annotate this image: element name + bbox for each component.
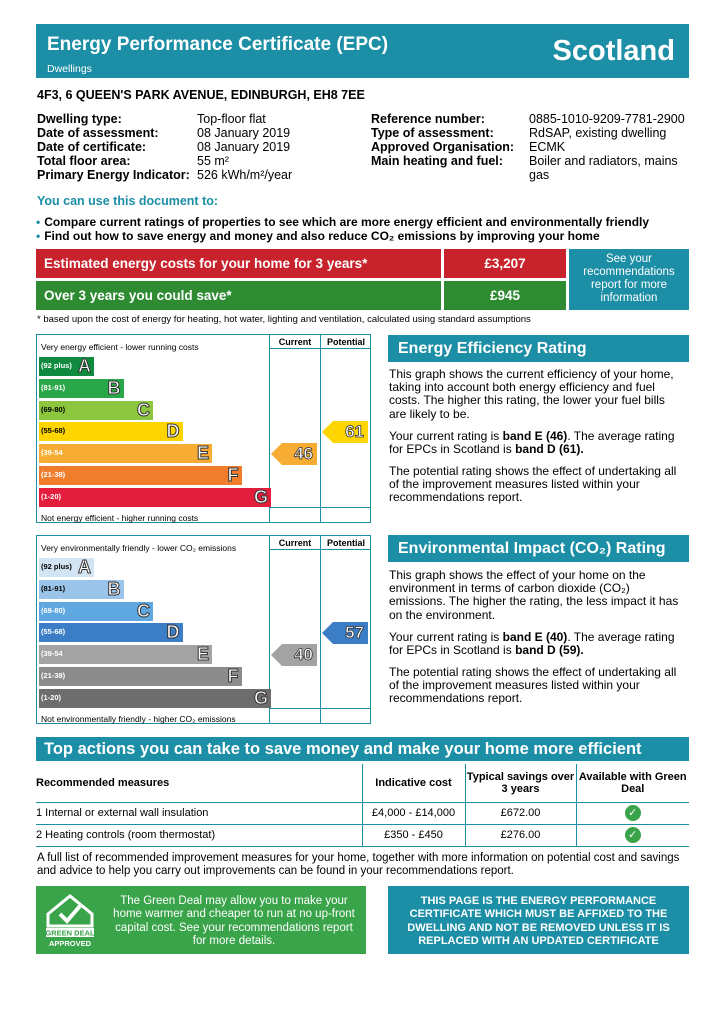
- band-range-label: (81-91): [41, 382, 66, 392]
- col-cost: Indicative cost: [362, 764, 465, 802]
- band-letter: C: [137, 600, 150, 621]
- band-range-label: (39-54: [41, 448, 63, 458]
- measure-cost: £4,000 - £14,000: [362, 802, 465, 824]
- rating-band-a: [39, 357, 94, 376]
- band-letter: E: [196, 443, 209, 464]
- measure-savings: £672.00: [465, 802, 576, 824]
- rating-band-d: [39, 623, 183, 642]
- detail-reference: Reference number: 0885-1010-9209-7781-2900: [371, 112, 685, 126]
- detail-heating: Main heating and fuel: Boiler and radiators, mains: [371, 154, 678, 168]
- region-label: Scotland: [552, 35, 675, 67]
- affix-notice: THIS PAGE IS THE ENERGY PERFORMANCE CERTIFICATE WHICH MUST BE AFFIXED TO THE DWELLING AND NOT BE REMOVED UNLESS IT IS REPLACED WITH AN UPDATED CERTIFICATE: [388, 886, 689, 954]
- potential-rating-arrow: 57: [333, 622, 368, 644]
- chart-bottom-text: Not energy efficient - higher running costs: [41, 513, 199, 523]
- detail-organisation: Approved Organisation: ECMK: [371, 140, 566, 154]
- potential-column-header: Potential: [326, 538, 365, 548]
- band-letter: G: [253, 486, 268, 507]
- use-bullet-2: • Find out how to save energy and money and also reduce CO₂ emissions by improving your home: [36, 229, 600, 243]
- band-range-label: (1-20): [41, 491, 62, 501]
- detail-primary-energy: Primary Energy Indicator: 526 kWh/m²/year: [37, 168, 293, 182]
- rating-band-f: [39, 466, 242, 485]
- measure-savings: £276.00: [465, 824, 576, 846]
- savings-label: Over 3 years you could save*: [36, 281, 441, 310]
- chart-bottom-text: Not environmentally friendly - higher CO₂ emissions: [41, 714, 236, 724]
- svg-text:GREEN DEAL: GREEN DEAL: [45, 928, 95, 938]
- band-letter: D: [166, 622, 180, 643]
- property-address: 4F3, 6 QUEEN'S PARK AVENUE, EDINBURGH, EH8 7EE: [37, 88, 365, 102]
- band-letter: D: [166, 421, 180, 442]
- band-letter: F: [227, 465, 239, 485]
- savings-value: £945: [444, 281, 566, 310]
- band-range-label: (92 plus): [41, 562, 72, 571]
- eer-paragraph-2: Your current rating is band E (46). The average rating for EPCs in Scotland is band D (61).: [389, 429, 675, 457]
- rating-band-d: [39, 422, 183, 441]
- table-row: [36, 824, 689, 846]
- detail-date-assessment: Date of assessment: 08 January 2019: [37, 126, 291, 140]
- use-title: You can use this document to:: [37, 194, 219, 208]
- estimated-cost-label: Estimated energy costs for your home for 3 years*: [36, 249, 441, 278]
- band-letter: B: [107, 578, 121, 599]
- band-letter: C: [137, 399, 150, 420]
- checkmark-icon: ✓: [625, 827, 641, 843]
- band-letter: A: [78, 356, 91, 376]
- detail-floor-area: Total floor area: 55 m²: [37, 154, 229, 168]
- band-range-label: (1-20): [41, 692, 62, 702]
- col-green-deal: Available with Green Deal: [576, 764, 689, 802]
- current-column-header: Current: [278, 538, 312, 548]
- rating-band-c: [39, 401, 153, 420]
- table-row: [36, 802, 689, 824]
- details-left: [37, 112, 292, 182]
- current-rating-arrow: 40: [282, 644, 317, 666]
- band-range-label: (55-68): [41, 627, 66, 637]
- chart-top-text: Very environmentally friendly - lower CO₂ emissions: [41, 543, 237, 553]
- detail-date-certificate: Date of certificate: 08 January 2019: [37, 140, 291, 154]
- band-range-label: (39-54: [41, 649, 63, 659]
- potential-rating-arrow: 61: [333, 421, 368, 443]
- environmental-impact-chart: [36, 535, 371, 724]
- band-letter: E: [196, 644, 209, 665]
- band-letter: G: [253, 687, 268, 708]
- eir-paragraph-3: The potential rating shows the effect of undertaking all of the improvement measures listed within your recommendations report.: [389, 665, 677, 706]
- detail-dwelling-type: Dwelling type: Top-floor flat: [37, 112, 266, 126]
- rating-band-a: [39, 558, 94, 577]
- band-range-label: (21-38): [41, 470, 66, 479]
- band-range-label: (92 plus): [41, 361, 72, 370]
- rating-band-g: [39, 689, 271, 708]
- potential-column-header: Potential: [326, 337, 365, 347]
- current-rating-arrow: 46: [282, 443, 317, 465]
- details-right: [371, 112, 685, 182]
- rating-band-e: [39, 444, 212, 463]
- eir-paragraph-1: This graph shows the effect of your home on the environment in terms of carbon dioxide (CO₂) emissions. The higher the rating, the less impact it has on the environment.: [389, 568, 679, 622]
- band-letter: B: [107, 377, 121, 398]
- top-actions-title: Top actions you can take to save money and make your home more efficient: [36, 737, 689, 761]
- environmental-impact-title: Environmental Impact (CO₂) Rating: [388, 535, 689, 562]
- detail-heating-cont: gas: [529, 168, 550, 182]
- rating-band-b: [39, 379, 124, 398]
- energy-efficiency-chart: [36, 334, 371, 523]
- eer-paragraph-1: This graph shows the current efficiency of your home, taking into account both energy efficiency and fuel costs. The higher this rating, the lower your fuel bills are likely to be.: [389, 367, 674, 421]
- band-range-label: (69-80): [41, 605, 66, 615]
- col-measures: Recommended measures: [36, 764, 362, 802]
- green-deal-box: [36, 886, 366, 954]
- band-letter: F: [227, 666, 239, 686]
- eer-paragraph-3: The potential rating shows the effect of undertaking all of the improvement measures listed within your recommendations report.: [389, 464, 677, 505]
- band-range-label: (21-38): [41, 671, 66, 680]
- current-column-header: Current: [278, 337, 312, 347]
- band-range-label: (69-80): [41, 404, 66, 414]
- epc-header: [36, 24, 689, 78]
- use-bullet-1: • Compare current ratings of properties to see which are more energy efficient and environmentally friendly: [36, 215, 650, 229]
- rating-band-c: [39, 602, 153, 621]
- see-recommendations-link[interactable]: See your recommendations report for more information: [569, 249, 689, 310]
- measure-cost: £350 - £450: [362, 824, 465, 846]
- rating-band-g: [39, 488, 271, 507]
- measure-name: 1 Internal or external wall insulation: [36, 802, 362, 824]
- measures-table: [36, 764, 689, 847]
- estimated-cost-row: [36, 249, 566, 278]
- rating-band-f: [39, 667, 242, 686]
- green-deal-logo-icon: [40, 890, 100, 950]
- detail-assessment-type: Type of assessment: RdSAP, existing dwelling: [371, 126, 667, 140]
- band-range-label: (81-91): [41, 583, 66, 593]
- green-deal-text: The Green Deal may allow you to make your home warmer and cheaper to run at no up-front capital cost. See your recommendations report for more details.: [113, 895, 355, 947]
- rating-band-b: [39, 580, 124, 599]
- estimated-cost-value: £3,207: [444, 249, 566, 278]
- svg-text:APPROVED: APPROVED: [48, 939, 92, 948]
- eir-paragraph-2: Your current rating is band E (40). The average rating for EPCs in Scotland is band D (59).: [389, 630, 675, 658]
- col-savings: Typical savings over 3 years: [465, 764, 576, 802]
- savings-row: [36, 281, 566, 310]
- certificate-subtitle: Dwellings: [47, 63, 92, 75]
- energy-efficiency-title: Energy Efficiency Rating: [388, 335, 689, 362]
- measure-name: 2 Heating controls (room thermostat): [36, 824, 362, 846]
- certificate-title: Energy Performance Certificate (EPC): [47, 34, 389, 55]
- full-list-note: A full list of recommended improvement measures for your home, together with more information on potential cost and savings and advice to help you carry out improvements can be found in your recommendations report.: [37, 852, 680, 877]
- checkmark-icon: ✓: [625, 805, 641, 821]
- rating-band-e: [39, 645, 212, 664]
- band-letter: A: [78, 557, 91, 577]
- chart-top-text: Very energy efficient - lower running costs: [41, 342, 199, 352]
- cost-footnote: * based upon the cost of energy for heating, hot water, lighting and ventilation, calculated using standard assumptions: [37, 314, 531, 325]
- band-range-label: (55-68): [41, 426, 66, 436]
